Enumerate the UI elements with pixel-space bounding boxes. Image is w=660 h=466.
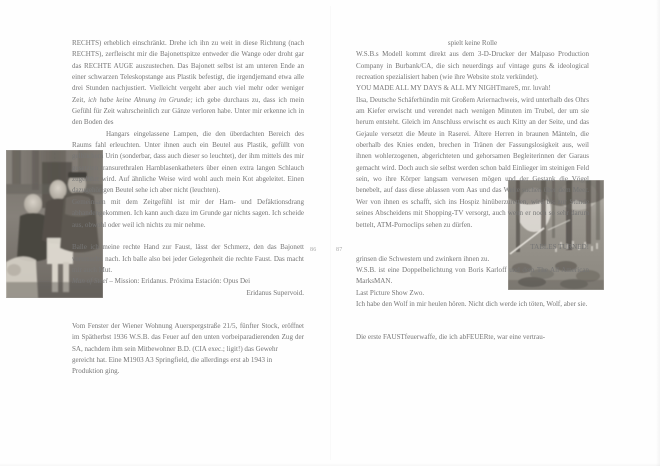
paragraph-spacer-right <box>356 231 589 242</box>
paragraph-spacer <box>72 231 304 242</box>
paragraph-balle: Balle ich meine rechte Hand zur Faust, lässt der Schmerz, den das Bajonett verursacht, nach. Ich balle also bei jeder Gelegenheit die rechte Faust. Das macht mir auch Mut. <box>72 243 304 274</box>
paragraph-ilsa <box>356 95 589 231</box>
paragraph-vom-fenster: Vom Fenster der Wiener Wohnung Auerspergstraße 21/5, fünfter Stock, eröffnet im Spätherbst 1936 W.S.B. das Feuer auf den unten vorbeiparadierenden Zug der SA, nachdem ihm sein Mitbewohner B.D. (CIA exec.; ligit!) das Gewehr <box>72 321 304 353</box>
paragraph-spacer-right-large <box>356 310 589 332</box>
paragraph-tables-turned: TABLES TURNED! <box>530 243 589 252</box>
paragraph-rechts-italic: ich habe keine Ahnung im Grunde; <box>88 95 193 104</box>
paragraph-gemeinsam: Gemeinsam mit dem Zeitgefühl ist mir der Harn- und Defäktionsdrang abhandengekommen. Ich kann auch dazu im Grunde gar nichts sagen. Ich scheide aus, obwohl oder weil ich nichts zu mir nehme. <box>72 197 304 229</box>
paragraph-spacer-large <box>72 299 304 321</box>
paragraph-spielt-keine-rolle: spielt keine Rolle <box>447 39 498 47</box>
paragraph-rechts-text: RECHTS) erheblich einschränkt. Drehe ich ihn zu weit in diese Richtung (nach RECHTS), zerfleischt mir die Bajonettspitze entweder die Wange oder droht gar das RECHTE AUGE auszustechen. Das Bajonett selbst ist am unteren Ende an einer schwarzen Teleskopstange aus Plastik befestigt, die irgendjemand etwa alle drei Stunden nachjustiert. Vielleicht vergeht aber auch viel mehr oder weniger Zeit, <box>72 39 304 104</box>
paragraph-gereicht-hat: gereicht hat. Eine M1903 A3 Springfield, die allerdings erst ab 1943 in Produktion ging. <box>72 355 273 376</box>
man-of-steel-title: Man of Steel <box>72 277 108 286</box>
paragraph-faustfeuerwaffe: Die erste FAUSTfeuerwaffe, die ich abFEUERte, war eine vertrau- <box>356 333 546 342</box>
paragraph-grinsen: grinsen die Schwestern und zwinkern ihnen zu. <box>356 254 490 263</box>
paragraph-ilsa-text: Ilsa, Deutsche Schäferhündin mit Großem Ariernachweis, wird unterhalb des Ohrs am Kiefer erwischt und verendet nach wenigen Minuten im Trubel, der um sie herum entsteht. Gleich im Anschluss erwischt es auch Kitty an der Seite, und das Gejaule versetzt die Meute in Raserei. Ältere Herren in braunen Mänteln, die oberhalb des Knies enden, brechen in Tränen der Fassungslosigkeit aus, weil ihnen wohlerzogenen, abgerichteten und gehorsamen Begleiterinnen der Garaus gemacht wird. Doch auch sie selbst werden schon bald Einlieger im steinigen Feld sein, wo ihre Körper langsam verwesen mögen und der Gestank die Vögel benebelt, auf dass diese ablassen vom Aas und das Weite suchen über dem Meer. Wer von ihnen es schafft, sich ins Hospiz hinüberzuretten, wird bis zur Stunde seines Abscheidens mit Shopping-TV versorgt, auch wenn er noch so sehr darum bettelt, ATM-Pornoclips sehen zu dürfen. <box>356 95 589 229</box>
page-edge-right-shadow <box>656 0 660 466</box>
page-gutter <box>330 6 331 460</box>
paragraph-rechts-tail: ich gebe durchaus zu, dass ich mein Gefühl für Zeit wahrscheinlich zur Gänze verloren habe. Unter mir erkenne ich in den Boden des <box>72 95 305 127</box>
paragraph-rechts <box>72 38 304 129</box>
paragraph-man-of-steel <box>72 276 304 287</box>
paragraph-hangars: Hangars eingelassene Lampen, die den überdachten Bereich des Raums fahl erleuchten. Unter ihnen auch ein Beutel aus Plastik, gefüllt von gelblichem Urin (sonderbar, dass auch dieser so leuchtet), der ihm mittels des mir gesetzten transurethralen Harnblasenkatheters über einen extra langen Schlauch zugeführt wird. Auf ähnliche Weise wird wohl auch mein Kot abgeleitet. Einen dazugehörigen Beutel sehe ich aber nicht (leuchten). <box>72 129 304 195</box>
paragraph-eridanus-supervoid: Eridanus Supervoid. <box>246 288 304 297</box>
left-text-column <box>72 38 304 378</box>
paragraph-last-picture-show: Last Picture Show Zwo. <box>356 288 425 297</box>
page-number-verso: 86 <box>310 247 317 253</box>
man-of-steel-rest: – Mission: Eridanus. Próxima Estación: Opus Dei <box>107 277 251 286</box>
page-number-recto: 87 <box>336 247 343 253</box>
paragraph-you-made-all-my-days: YOU MADE ALL MY DAYS & ALL MY NIGHTmareS, mr. luvah! <box>356 84 551 93</box>
paragraph-wsb-modell: W.S.B.s Modell kommt direkt aus dem 3-D-Drucker der Malpaso Production Company in Burbank/CA, die sich neuerdings auf vintage guns & ideological recreation spezialisiert haben (wie ihre Website stolz verkündet). <box>356 50 589 82</box>
right-text-column <box>356 38 589 344</box>
paragraph-doppelbelichtung: W.S.B. ist eine Doppelbelichtung von Boris Karloff und dem The All American MarksMAN. <box>356 265 589 286</box>
paragraph-wolf: Ich habe den Wolf in mir heulen hören. Nicht dich werde ich töten, Wolf, aber sie. <box>356 299 588 308</box>
